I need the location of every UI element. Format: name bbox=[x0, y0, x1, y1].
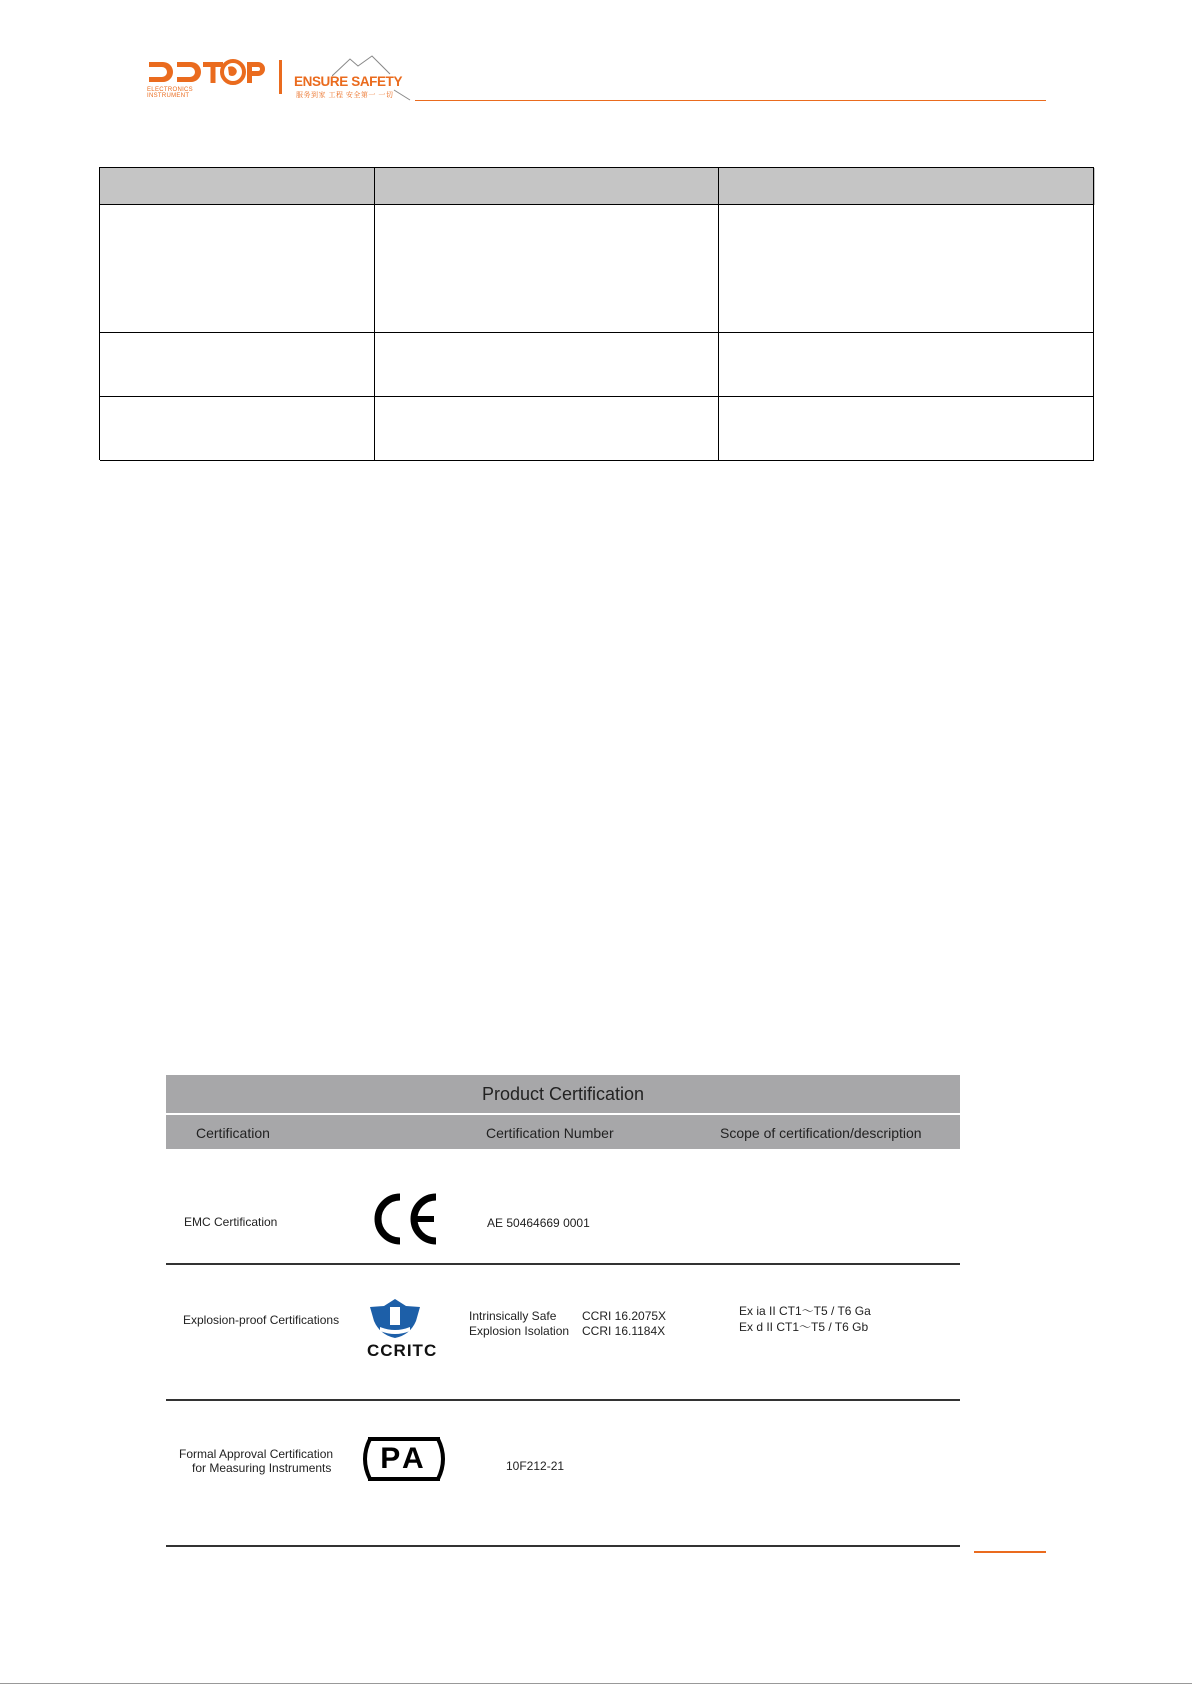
page-accent-mark bbox=[974, 1551, 1046, 1553]
spec-table bbox=[99, 167, 1094, 460]
certification-scope: Ex d II CT1〜T5 / T6 Gb bbox=[739, 1320, 869, 1334]
table-cell bbox=[375, 397, 719, 461]
table-row bbox=[100, 333, 1095, 397]
header-certification: Certification bbox=[196, 1125, 270, 1141]
ce-mark-icon bbox=[370, 1191, 442, 1247]
table-cell bbox=[100, 397, 375, 461]
certification-number: CCRI 16.1184X bbox=[582, 1324, 666, 1338]
logo-subtitle: ELECTRONICS INSTRUMENT bbox=[147, 87, 193, 99]
pa-mark-icon bbox=[362, 1437, 446, 1481]
certification-name: Explosion-proof Certifications bbox=[183, 1313, 340, 1327]
pa-caption: PA bbox=[380, 1442, 428, 1475]
slogan-chinese: 服务到家 工程 安全第一 一切 bbox=[296, 92, 394, 99]
row-divider bbox=[166, 1545, 960, 1547]
table-row bbox=[100, 397, 1095, 461]
table-cell bbox=[375, 333, 719, 397]
certification-name: Formal Approval Certification bbox=[179, 1447, 334, 1461]
certification-name: EMC Certification bbox=[184, 1215, 278, 1229]
table-header-cell bbox=[375, 168, 719, 205]
table-cell bbox=[100, 205, 375, 333]
slogan: ENSURE SAFETY bbox=[294, 74, 403, 89]
header-rule bbox=[415, 100, 1046, 101]
certification-title-bar bbox=[166, 1075, 960, 1113]
certification-header-row bbox=[166, 1115, 960, 1149]
certification-number: AE 50464669 0001 bbox=[487, 1216, 590, 1230]
certification-number: 10F212-21 bbox=[506, 1459, 565, 1473]
table-header-row bbox=[100, 168, 1095, 205]
slogan-block bbox=[294, 54, 424, 102]
certification-scope: Ex ia II CT1〜T5 / T6 Ga bbox=[739, 1304, 871, 1318]
table-header-cell bbox=[100, 168, 375, 205]
certification-title: Product Certification bbox=[481, 1084, 645, 1104]
logo-divider bbox=[279, 60, 282, 94]
ccritc-shield-icon bbox=[366, 1297, 424, 1339]
header-scope: Scope of certification/description bbox=[720, 1125, 922, 1141]
table-row bbox=[100, 205, 1095, 333]
certification-type: Explosion Isolation bbox=[469, 1324, 570, 1338]
page-bottom-rule bbox=[0, 1683, 1192, 1684]
table-cell bbox=[719, 397, 1094, 461]
table-header-cell bbox=[719, 168, 1094, 205]
table-cell bbox=[375, 205, 719, 333]
certification-row-formal-approval bbox=[166, 1401, 960, 1547]
table-cell bbox=[719, 333, 1094, 397]
header-number: Certification Number bbox=[486, 1125, 614, 1141]
ccritc-caption: CCRITC bbox=[367, 1341, 438, 1360]
table-cell bbox=[719, 205, 1094, 333]
table-cell bbox=[100, 333, 375, 397]
certification-row-explosion bbox=[166, 1265, 960, 1401]
certification-number: CCRI 16.2075X bbox=[582, 1309, 667, 1323]
certification-name: for Measuring Instruments bbox=[192, 1461, 332, 1475]
certification-type: Intrinsically Safe bbox=[469, 1309, 557, 1323]
